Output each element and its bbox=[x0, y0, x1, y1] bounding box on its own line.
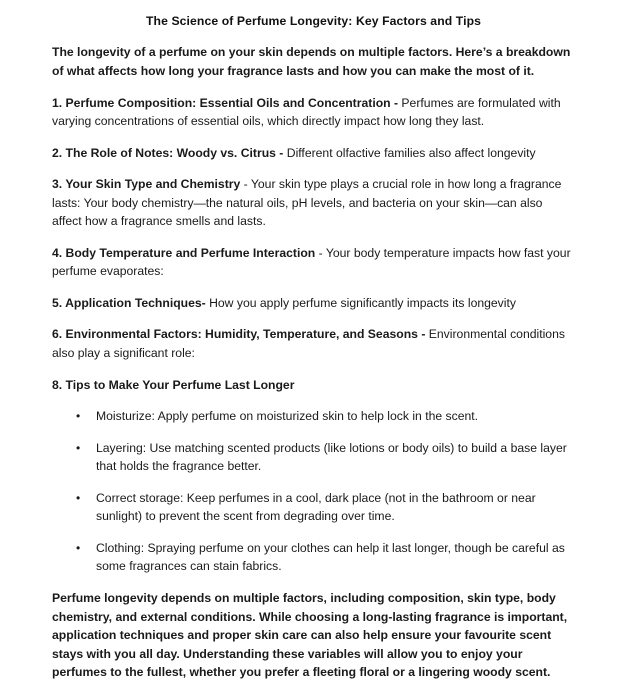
section-lead-1: 1. Perfume Composition: Essential Oils and Concentration - bbox=[52, 95, 399, 110]
section-paragraph-2 bbox=[52, 144, 575, 163]
list-item: • Moisturize: Apply perfume on moisturized skin to help lock in the scent. bbox=[52, 407, 575, 426]
list-item: • Clothing: Spraying perfume on your clothes can help it last longer, though be careful as some fragrances can stain fabrics. bbox=[52, 539, 575, 576]
page-title: The Science of Perfume Longevity: Key Factors and Tips bbox=[146, 14, 481, 28]
intro-paragraph: The longevity of a perfume on your skin depends on multiple factors. Here’s a breakdown of what affects how long your fragrance lasts and how you can make the most of it. bbox=[52, 45, 571, 79]
closing-paragraph: Perfume longevity depends on multiple factors, including composition, skin type, body chemistry, and external conditions. While choosing a long-lasting fragrance is important, application techniques and proper skin care can also help ensure your favourite scent stays with you all day. Understanding these variables will allow you to enjoy your perfumes to the fullest, whether you prefer a fleeting floral or a lingering woody scent. bbox=[52, 590, 568, 680]
section-body-1: Perfumes are formulated with varying concentrations of essential oils, which directly impact how long they last. bbox=[52, 95, 561, 129]
section-body-2: Different olfactive families also affect longevity bbox=[283, 145, 536, 160]
section-body-3: - Your skin type plays a crucial role in how long a fragrance lasts: Your body chemistry—the natural oils, pH levels, and bacteria on your skin—can also affect how a fragrance smells and lasts. bbox=[52, 177, 562, 229]
list-item: • Correct storage: Keep perfumes in a cool, dark place (not in the bathroom or near sunlight) to prevent the scent from degrading over time. bbox=[52, 489, 575, 526]
section-paragraph-6 bbox=[52, 325, 575, 362]
section-lead-5: 5. Application Techniques- bbox=[52, 295, 206, 310]
tips-list bbox=[52, 407, 575, 576]
section-paragraph-3 bbox=[52, 175, 575, 231]
tips-heading: 8. Tips to Make Your Perfume Last Longer bbox=[52, 377, 295, 392]
section-lead-3: 3. Your Skin Type and Chemistry bbox=[52, 177, 241, 192]
list-item: • Layering: Use matching scented products (like lotions or body oils) to build a base layer that holds the fragrance better. bbox=[52, 439, 575, 476]
section-lead-2: 2. The Role of Notes: Woody vs. Citrus - bbox=[52, 145, 284, 160]
section-body-4: - Your body temperature impacts how fast your perfume evaporates: bbox=[52, 245, 571, 279]
section-lead-4: 4. Body Temperature and Perfume Interaction bbox=[52, 245, 316, 260]
section-lead-6: 6. Environmental Factors: Humidity, Temperature, and Seasons - bbox=[52, 327, 426, 342]
section-body-5: How you apply perfume significantly impacts its longevity bbox=[205, 295, 516, 310]
section-paragraph-5 bbox=[52, 294, 575, 313]
section-paragraph-4 bbox=[52, 244, 575, 281]
section-paragraph-1 bbox=[52, 94, 575, 131]
section-body-6: Environmental conditions also play a significant role: bbox=[52, 327, 565, 361]
